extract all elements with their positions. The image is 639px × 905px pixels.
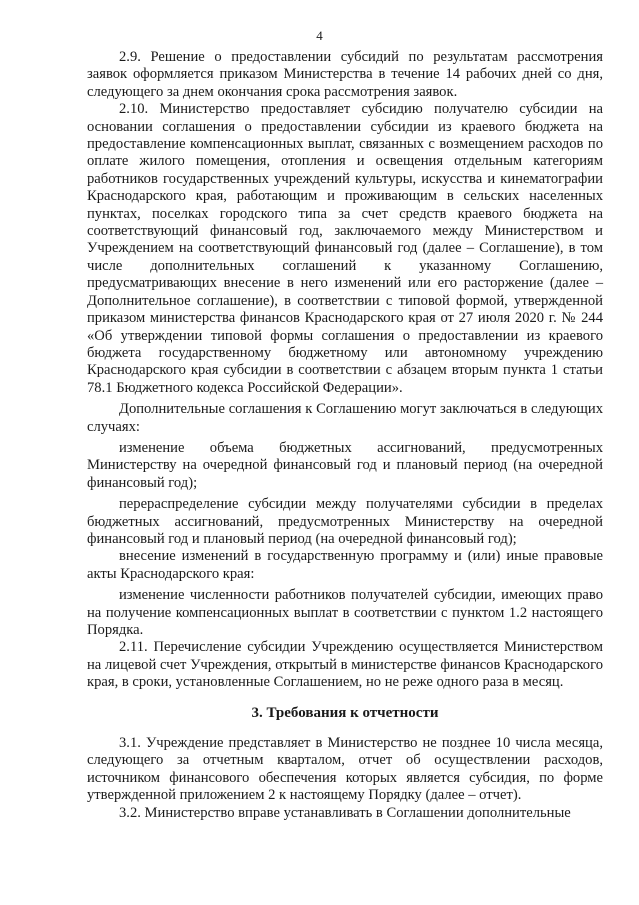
page-number: 4: [316, 28, 323, 43]
list-item-staff-change: изменение численности работников получателей субсидии, имеющих право на получение компенсационных выплат в соответствии с пунктом 1.2 настоящего Порядка.: [87, 587, 603, 638]
paragraph-additional-agreements: Дополнительные соглашения к Соглашению могут заключаться в следующих случаях:: [87, 401, 603, 435]
paragraph-3-2: 3.2. Министерство вправе устанавливать в Соглашении дополнительные: [119, 804, 571, 821]
paragraph-3-1: 3.1. Учреждение представляет в Министерство не позднее 10 числа месяца, следующего за отчетным кварталом, отчет об осуществлении расходов, источником финансового обеспечения которых является субсидия, по форме утвержденной приложением 2 к настоящему Порядку (далее – отчет).: [87, 735, 603, 804]
document-body: [87, 49, 603, 822]
paragraph-2-9: 2.9. Решение о предоставлении субсидий по результатам рассмотрения заявок оформляется приказом Министерства в течение 14 рабочих дней со дня, следующего за днем окончания срока рассмотрения заявок.: [87, 49, 603, 100]
list-item-redistribution: перераспределение субсидии между получателями субсидии в пределах бюджетных ассигнований, предусмотренных Министерству на очередной финансовый год и плановый период (на очередной финансовый год);: [87, 496, 603, 547]
section-heading: 3. Требования к отчетности: [251, 704, 439, 721]
paragraph-2-10: 2.10. Министерство предоставляет субсидию получателю субсидии на основании соглашения о предоставлении субсидии из краевого бюджета на предоставление компенсационных выплат, связанных с возмещением расходов по оплате жилого помещения, отопления и освещения отдельным категориям работников государственных учреждений культуры, искусства и кинематографии Краснодарского края, работающим и проживающим в сельских населенных пунктах, поселках городского типа за счет средств краевого бюджета на соответствующий финансовый год, заключаемого между Министерством и Учреждением на соответствующий финансовый год (далее – Соглашение), в том числе дополнительных соглашений к указанному Соглашению, предусматривающих внесение в него изменений или его расторжение (далее – Дополнительное соглашение), в соответствии с типовой формой, утвержденной приказом министерства финансов Краснодарского края от 27 июля 2020 г. № 244 «Об утверждении типовой формы соглашения о предоставлении из краевого бюджета государственному бюджетному или автономному учреждению Краснодарского края субсидии в соответствии с абзацем вторым пункта 1 статьи 78.1 Бюджетного кодекса Российской Федерации».: [87, 101, 603, 396]
list-item-program-change: внесение изменений в государственную программу и (или) иные правовые акты Краснодарского края:: [87, 548, 603, 582]
list-item-budget-change: изменение объема бюджетных ассигнований, предусмотренных Министерству на очередной финансовый год и плановый период (на очередной финансовый год);: [87, 439, 603, 491]
paragraph-2-11: 2.11. Перечисление субсидии Учреждению осуществляется Министерством на лицевой счет Учреждения, открытый в министерстве финансов Краснодарского края, в сроки, установленные Соглашением, но не реже одного раза в месяц.: [87, 639, 603, 691]
